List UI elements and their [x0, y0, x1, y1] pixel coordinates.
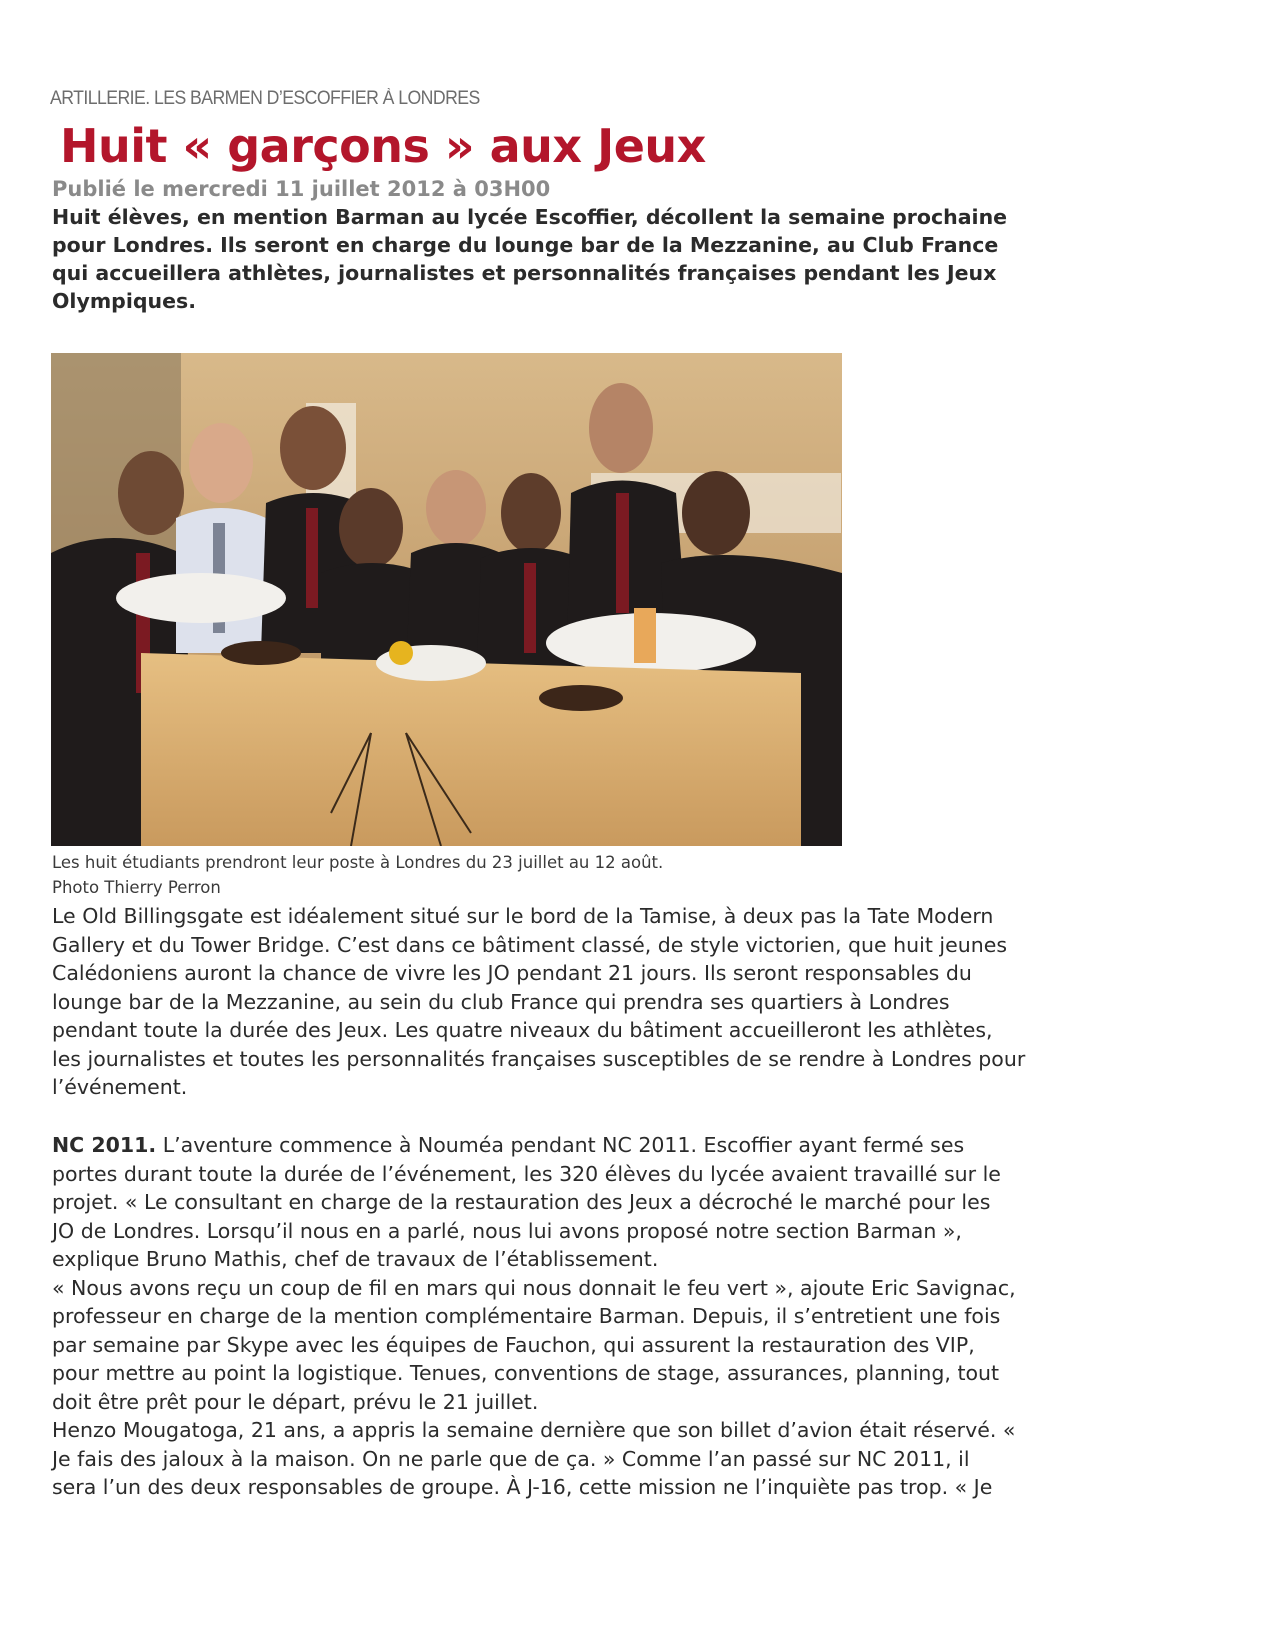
paragraph-2	[52, 1131, 1192, 1502]
paragraph-line: pour mettre au point la logistique. Tenues, conventions de stage, assurances, planning, tout	[52, 1361, 1000, 1385]
article-photo	[51, 353, 842, 846]
juice-glass	[634, 608, 656, 663]
photo-credit: Photo Thierry Perron	[52, 878, 221, 897]
article-title: Huit « garçons » aux Jeux	[60, 119, 706, 173]
paragraph-line: JO de Londres. Lorsqu’il nous en a parlé, nous lui avons proposé notre section Barman »,	[52, 1218, 962, 1243]
paragraph-line: l’événement.	[52, 1075, 188, 1099]
paragraph-line: projet. « Le consultant en charge de la restauration des Jeux a décroché le marché pour les	[52, 1190, 991, 1214]
paragraph-line: pendant toute la durée des Jeux. Les quatre niveaux du bâtiment accueilleront les athlètes,	[52, 1018, 993, 1042]
section-lead-in: NC 2011.	[52, 1133, 157, 1157]
paragraph-line: Le Old Billingsgate est idéalement situé sur le bord de la Tamise, à deux pas la Tate Modern	[52, 904, 994, 928]
paragraph-line: sera l’un des deux responsables de groupe. À J-16, cette mission ne l’inquiète pas trop. « Je	[52, 1475, 993, 1499]
paragraph-line: les journalistes et toutes les personnalités françaises susceptibles de se rendre à Londres pour	[52, 1046, 1026, 1071]
paragraph-line: portes durant toute la durée de l’événement, les 320 élèves du lycée avaient travaillé sur le	[52, 1161, 1001, 1186]
paragraph-line: professeur en charge de la mention complémentaire Barman. Depuis, il s’entretient une fois	[52, 1304, 1001, 1328]
paragraph-1	[52, 902, 1192, 1102]
paragraph-line: Calédoniens auront la chance de vivre les JO pendant 21 jours. Ils seront responsables du	[52, 961, 972, 985]
caption-text: Les huit étudiants prendront leur poste à Londres du 23 juillet au 12 août.	[52, 853, 664, 872]
paragraph-line: Je fais des jaloux à la maison. On ne parle que de ça. » Comme l’an passé sur NC 2011, il	[52, 1446, 970, 1471]
photo-illustration	[51, 353, 842, 846]
lede-line: qui accueillera athlètes, journalistes et personnalités françaises pendant les Jeux	[52, 261, 997, 285]
article-lede	[52, 203, 1172, 315]
paragraph-line: explique Bruno Mathis, chef de travaux de l’établissement.	[52, 1247, 659, 1271]
tray-left	[116, 573, 286, 623]
paragraph-line-rest: L’aventure commence à Nouméa pendant NC 2011. Escoffier ayant fermé ses	[156, 1133, 965, 1157]
lede-line: Huit élèves, en mention Barman au lycée Escoffier, décollent la semaine prochaine	[52, 205, 1008, 229]
counter-hole	[539, 685, 623, 711]
lemon	[389, 641, 413, 665]
article-kicker: ARTILLERIE. LES BARMEN D’ESCOFFIER À LONDRES	[50, 88, 480, 109]
paragraph-line: doit être prêt pour le départ, prévu le 21 juillet.	[52, 1389, 539, 1414]
paragraph-line: par semaine par Skype avec les équipes de Fauchon, qui assurent la restauration des VIP,	[52, 1332, 975, 1357]
lede-line: Olympiques.	[52, 289, 197, 313]
bar-counter	[141, 653, 801, 846]
paragraph-line: Gallery et du Tower Bridge. C’est dans ce bâtiment classé, de style victorien, que huit jeunes	[52, 932, 1008, 957]
photo-caption	[52, 850, 663, 900]
paragraph-line: lounge bar de la Mezzanine, au sein du club France qui prendra ses quartiers à Londres	[52, 989, 950, 1014]
publication-date: Publié le mercredi 11 juillet 2012 à 03H00	[52, 177, 551, 201]
paragraph-line: Henzo Mougatoga, 21 ans, a appris la semaine dernière que son billet d’avion était réservé. «	[52, 1418, 1016, 1442]
paragraph-line: « Nous avons reçu un coup de fil en mars qui nous donnait le feu vert », ajoute Eric Savignac,	[52, 1275, 1016, 1300]
counter-hole	[221, 641, 301, 665]
lede-line: pour Londres. Ils seront en charge du lounge bar de la Mezzanine, au Club France	[52, 233, 999, 257]
paragraph-line	[52, 1131, 1192, 1160]
